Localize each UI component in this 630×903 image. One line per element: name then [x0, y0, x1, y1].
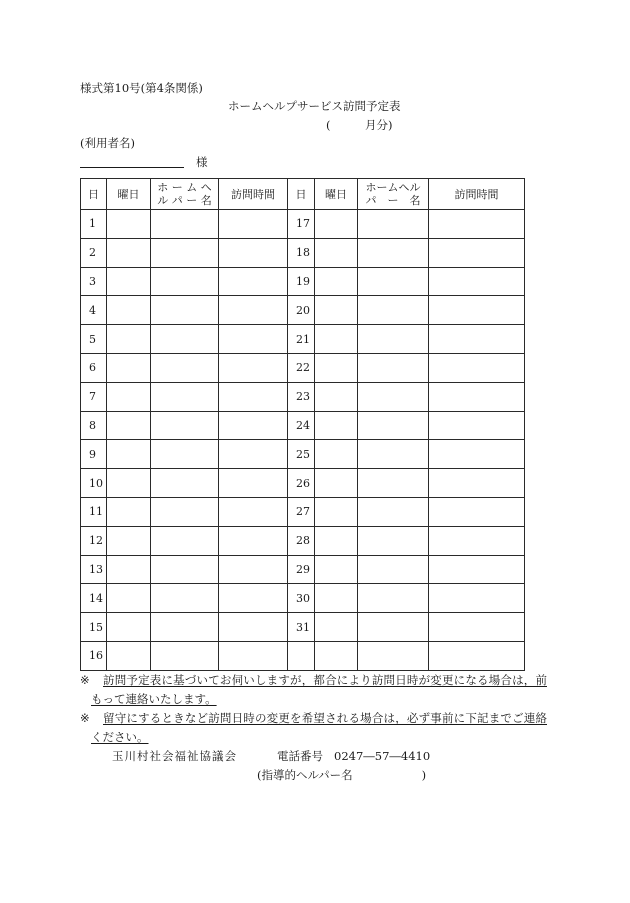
visit-time-cell-left: [219, 613, 288, 642]
table-row: [81, 641, 525, 670]
phone-number: 0247―57―4410: [334, 749, 431, 763]
visit-time-cell-left: [219, 469, 288, 498]
header-day-left: 日: [81, 179, 107, 210]
helper-name-cell-left: [151, 584, 219, 613]
day-cell-left: 2: [81, 238, 107, 267]
helper-name-cell-left: [151, 325, 219, 354]
table-row: [81, 296, 525, 325]
weekday-cell-right: [315, 641, 358, 670]
visit-time-cell-left: [219, 411, 288, 440]
helper-name-cell-left: [151, 267, 219, 296]
helper-name-cell-right: [358, 210, 429, 239]
day-cell-right: 22: [288, 353, 315, 382]
visit-time-cell-left: [219, 584, 288, 613]
day-cell-left: 16: [81, 641, 107, 670]
helper-name-cell-left: [151, 526, 219, 555]
day-cell-left: 15: [81, 613, 107, 642]
weekday-cell-left: [107, 296, 151, 325]
visit-time-cell-right: [429, 440, 525, 469]
weekday-cell-right: [315, 325, 358, 354]
helper-name-cell-right: [358, 325, 429, 354]
visit-time-cell-right: [429, 526, 525, 555]
day-cell-left: 5: [81, 325, 107, 354]
helper-name-cell-left: [151, 613, 219, 642]
day-cell-left: 3: [81, 267, 107, 296]
visit-time-cell-left: [219, 526, 288, 555]
weekday-cell-right: [315, 267, 358, 296]
day-cell-left: 1: [81, 210, 107, 239]
visit-time-cell-left: [219, 296, 288, 325]
day-cell-right: 20: [288, 296, 315, 325]
day-cell-right: 17: [288, 210, 315, 239]
weekday-cell-left: [107, 238, 151, 267]
helper-name-cell-right: [358, 497, 429, 526]
contact-phone: [277, 749, 430, 763]
helper-name-cell-left: [151, 411, 219, 440]
helper-name-cell-left: [151, 641, 219, 670]
day-cell-left: 6: [81, 353, 107, 382]
weekday-cell-left: [107, 210, 151, 239]
contact-organization: 玉川村社会福祉協議会: [112, 749, 237, 763]
weekday-cell-right: [315, 469, 358, 498]
visit-time-cell-right: [429, 210, 525, 239]
helper-name-cell-left: [151, 353, 219, 382]
day-cell-right: 23: [288, 382, 315, 411]
weekday-cell-left: [107, 584, 151, 613]
helper-name-cell-left: [151, 555, 219, 584]
helper-header-line: ホ ー ム ヘ: [157, 181, 212, 194]
helper-name-cell-right: [358, 440, 429, 469]
helper-name-cell-right: [358, 411, 429, 440]
weekday-cell-left: [107, 497, 151, 526]
weekday-cell-right: [315, 353, 358, 382]
weekday-cell-right: [315, 613, 358, 642]
weekday-cell-left: [107, 613, 151, 642]
day-cell-left: 14: [81, 584, 107, 613]
schedule-body: [81, 210, 525, 671]
schedule-header: [81, 179, 525, 210]
note-line: ください。: [91, 730, 149, 744]
weekday-cell-left: [107, 440, 151, 469]
helper-name-cell-right: [358, 267, 429, 296]
day-cell-left: 13: [81, 555, 107, 584]
helper-name-cell-left: [151, 497, 219, 526]
day-cell-right: 30: [288, 584, 315, 613]
weekday-cell-right: [315, 411, 358, 440]
weekday-cell-left: [107, 353, 151, 382]
helper-name-cell-right: [358, 613, 429, 642]
day-cell-left: 11: [81, 497, 107, 526]
month-label: ( 月分): [326, 118, 393, 132]
visit-time-cell-right: [429, 613, 525, 642]
header-helper-name-right: [358, 179, 429, 210]
visit-time-cell-right: [429, 353, 525, 382]
visit-time-cell-right: [429, 469, 525, 498]
day-cell-right: 31: [288, 613, 315, 642]
note-line: 訪問予定表に基づいてお伺いしますが，都合により訪問日時が変更になる場合は，前: [103, 673, 547, 687]
day-cell-left: 8: [81, 411, 107, 440]
weekday-cell-right: [315, 238, 358, 267]
weekday-cell-left: [107, 641, 151, 670]
visit-time-cell-left: [219, 382, 288, 411]
phone-label: 電話番号: [277, 749, 323, 763]
weekday-cell-left: [107, 382, 151, 411]
visit-time-cell-right: [429, 497, 525, 526]
weekday-cell-right: [315, 555, 358, 584]
helper-name-cell-right: [358, 382, 429, 411]
visit-time-cell-right: [429, 296, 525, 325]
table-row: [81, 382, 525, 411]
visit-time-cell-right: [429, 411, 525, 440]
visit-time-cell-left: [219, 267, 288, 296]
weekday-cell-left: [107, 411, 151, 440]
weekday-cell-right: [315, 382, 358, 411]
table-row: [81, 613, 525, 642]
day-cell-left: 7: [81, 382, 107, 411]
visit-time-cell-left: [219, 641, 288, 670]
table-row: [81, 526, 525, 555]
table-row: [81, 584, 525, 613]
helper-name-cell-right: [358, 555, 429, 584]
table-row: [81, 210, 525, 239]
helper-name-cell-left: [151, 238, 219, 267]
weekday-cell-left: [107, 325, 151, 354]
helper-name-cell-right: [358, 584, 429, 613]
day-cell-left: 12: [81, 526, 107, 555]
visit-time-cell-left: [219, 440, 288, 469]
day-cell-right: 25: [288, 440, 315, 469]
visit-time-cell-right: [429, 641, 525, 670]
day-cell-left: 4: [81, 296, 107, 325]
day-cell-right: 24: [288, 411, 315, 440]
weekday-cell-left: [107, 469, 151, 498]
day-cell-right: 19: [288, 267, 315, 296]
header-visit-time-left: 訪問時間: [219, 179, 288, 210]
schedule-table: [80, 178, 525, 671]
day-cell-right: 27: [288, 497, 315, 526]
day-cell-right: 28: [288, 526, 315, 555]
weekday-cell-left: [107, 526, 151, 555]
day-cell-left: 10: [81, 469, 107, 498]
helper-name-cell-left: [151, 210, 219, 239]
visit-time-cell-left: [219, 325, 288, 354]
form-number: 様式第10号(第4条関係): [80, 81, 203, 95]
header-helper-name-left: [151, 179, 219, 210]
note-line: もって連絡いたします。: [91, 692, 217, 706]
header-row: [81, 179, 525, 210]
lead-helper-label: (指導的ヘルパー名 ): [257, 768, 427, 782]
helper-name-cell-right: [358, 469, 429, 498]
table-row: [81, 267, 525, 296]
note-line: 留守にするときなど訪問日時の変更を希望される場合は，必ず事前に下記までご連絡: [103, 711, 547, 725]
weekday-cell-right: [315, 440, 358, 469]
day-cell-left: 9: [81, 440, 107, 469]
note-mark: ※: [80, 711, 90, 725]
weekday-cell-right: [315, 526, 358, 555]
visit-time-cell-left: [219, 497, 288, 526]
helper-name-cell-left: [151, 440, 219, 469]
visit-time-cell-right: [429, 555, 525, 584]
helper-name-cell-right: [358, 296, 429, 325]
helper-header-line: ホームヘル: [365, 181, 421, 194]
day-cell-right: 18: [288, 238, 315, 267]
user-name-line: [80, 167, 184, 168]
table-row: [81, 555, 525, 584]
visit-time-cell-left: [219, 353, 288, 382]
weekday-cell-left: [107, 267, 151, 296]
weekday-cell-right: [315, 296, 358, 325]
day-cell-right: 26: [288, 469, 315, 498]
table-row: [81, 238, 525, 267]
helper-name-cell-right: [358, 238, 429, 267]
day-cell-right: 29: [288, 555, 315, 584]
note-mark: ※: [80, 673, 90, 687]
header-weekday-right: 曜日: [315, 179, 358, 210]
day-cell-right: 21: [288, 325, 315, 354]
visit-time-cell-left: [219, 238, 288, 267]
visit-time-cell-left: [219, 210, 288, 239]
visit-time-cell-left: [219, 555, 288, 584]
day-cell-right: [288, 641, 315, 670]
helper-name-cell-right: [358, 526, 429, 555]
weekday-cell-right: [315, 584, 358, 613]
user-honorific: 様: [196, 155, 208, 169]
table-row: [81, 353, 525, 382]
weekday-cell-right: [315, 210, 358, 239]
weekday-cell-left: [107, 555, 151, 584]
visit-time-cell-right: [429, 267, 525, 296]
table-row: [81, 325, 525, 354]
header-visit-time-right: 訪問時間: [429, 179, 525, 210]
helper-name-cell-right: [358, 641, 429, 670]
helper-header-line: パ ー 名: [365, 194, 421, 207]
visit-time-cell-right: [429, 325, 525, 354]
visit-time-cell-right: [429, 584, 525, 613]
table-row: [81, 440, 525, 469]
page-title: ホームヘルプサービス訪問予定表: [228, 99, 401, 113]
header-day-right: 日: [288, 179, 315, 210]
helper-name-cell-left: [151, 382, 219, 411]
table-row: [81, 469, 525, 498]
helper-name-cell-left: [151, 469, 219, 498]
table-row: [81, 497, 525, 526]
weekday-cell-right: [315, 497, 358, 526]
user-name-label: (利用者名): [80, 136, 135, 150]
header-weekday-left: 曜日: [107, 179, 151, 210]
helper-header-line: ル パ ー 名: [157, 194, 212, 207]
helper-name-cell-left: [151, 296, 219, 325]
helper-name-cell-right: [358, 353, 429, 382]
visit-time-cell-right: [429, 382, 525, 411]
table-row: [81, 411, 525, 440]
visit-time-cell-right: [429, 238, 525, 267]
